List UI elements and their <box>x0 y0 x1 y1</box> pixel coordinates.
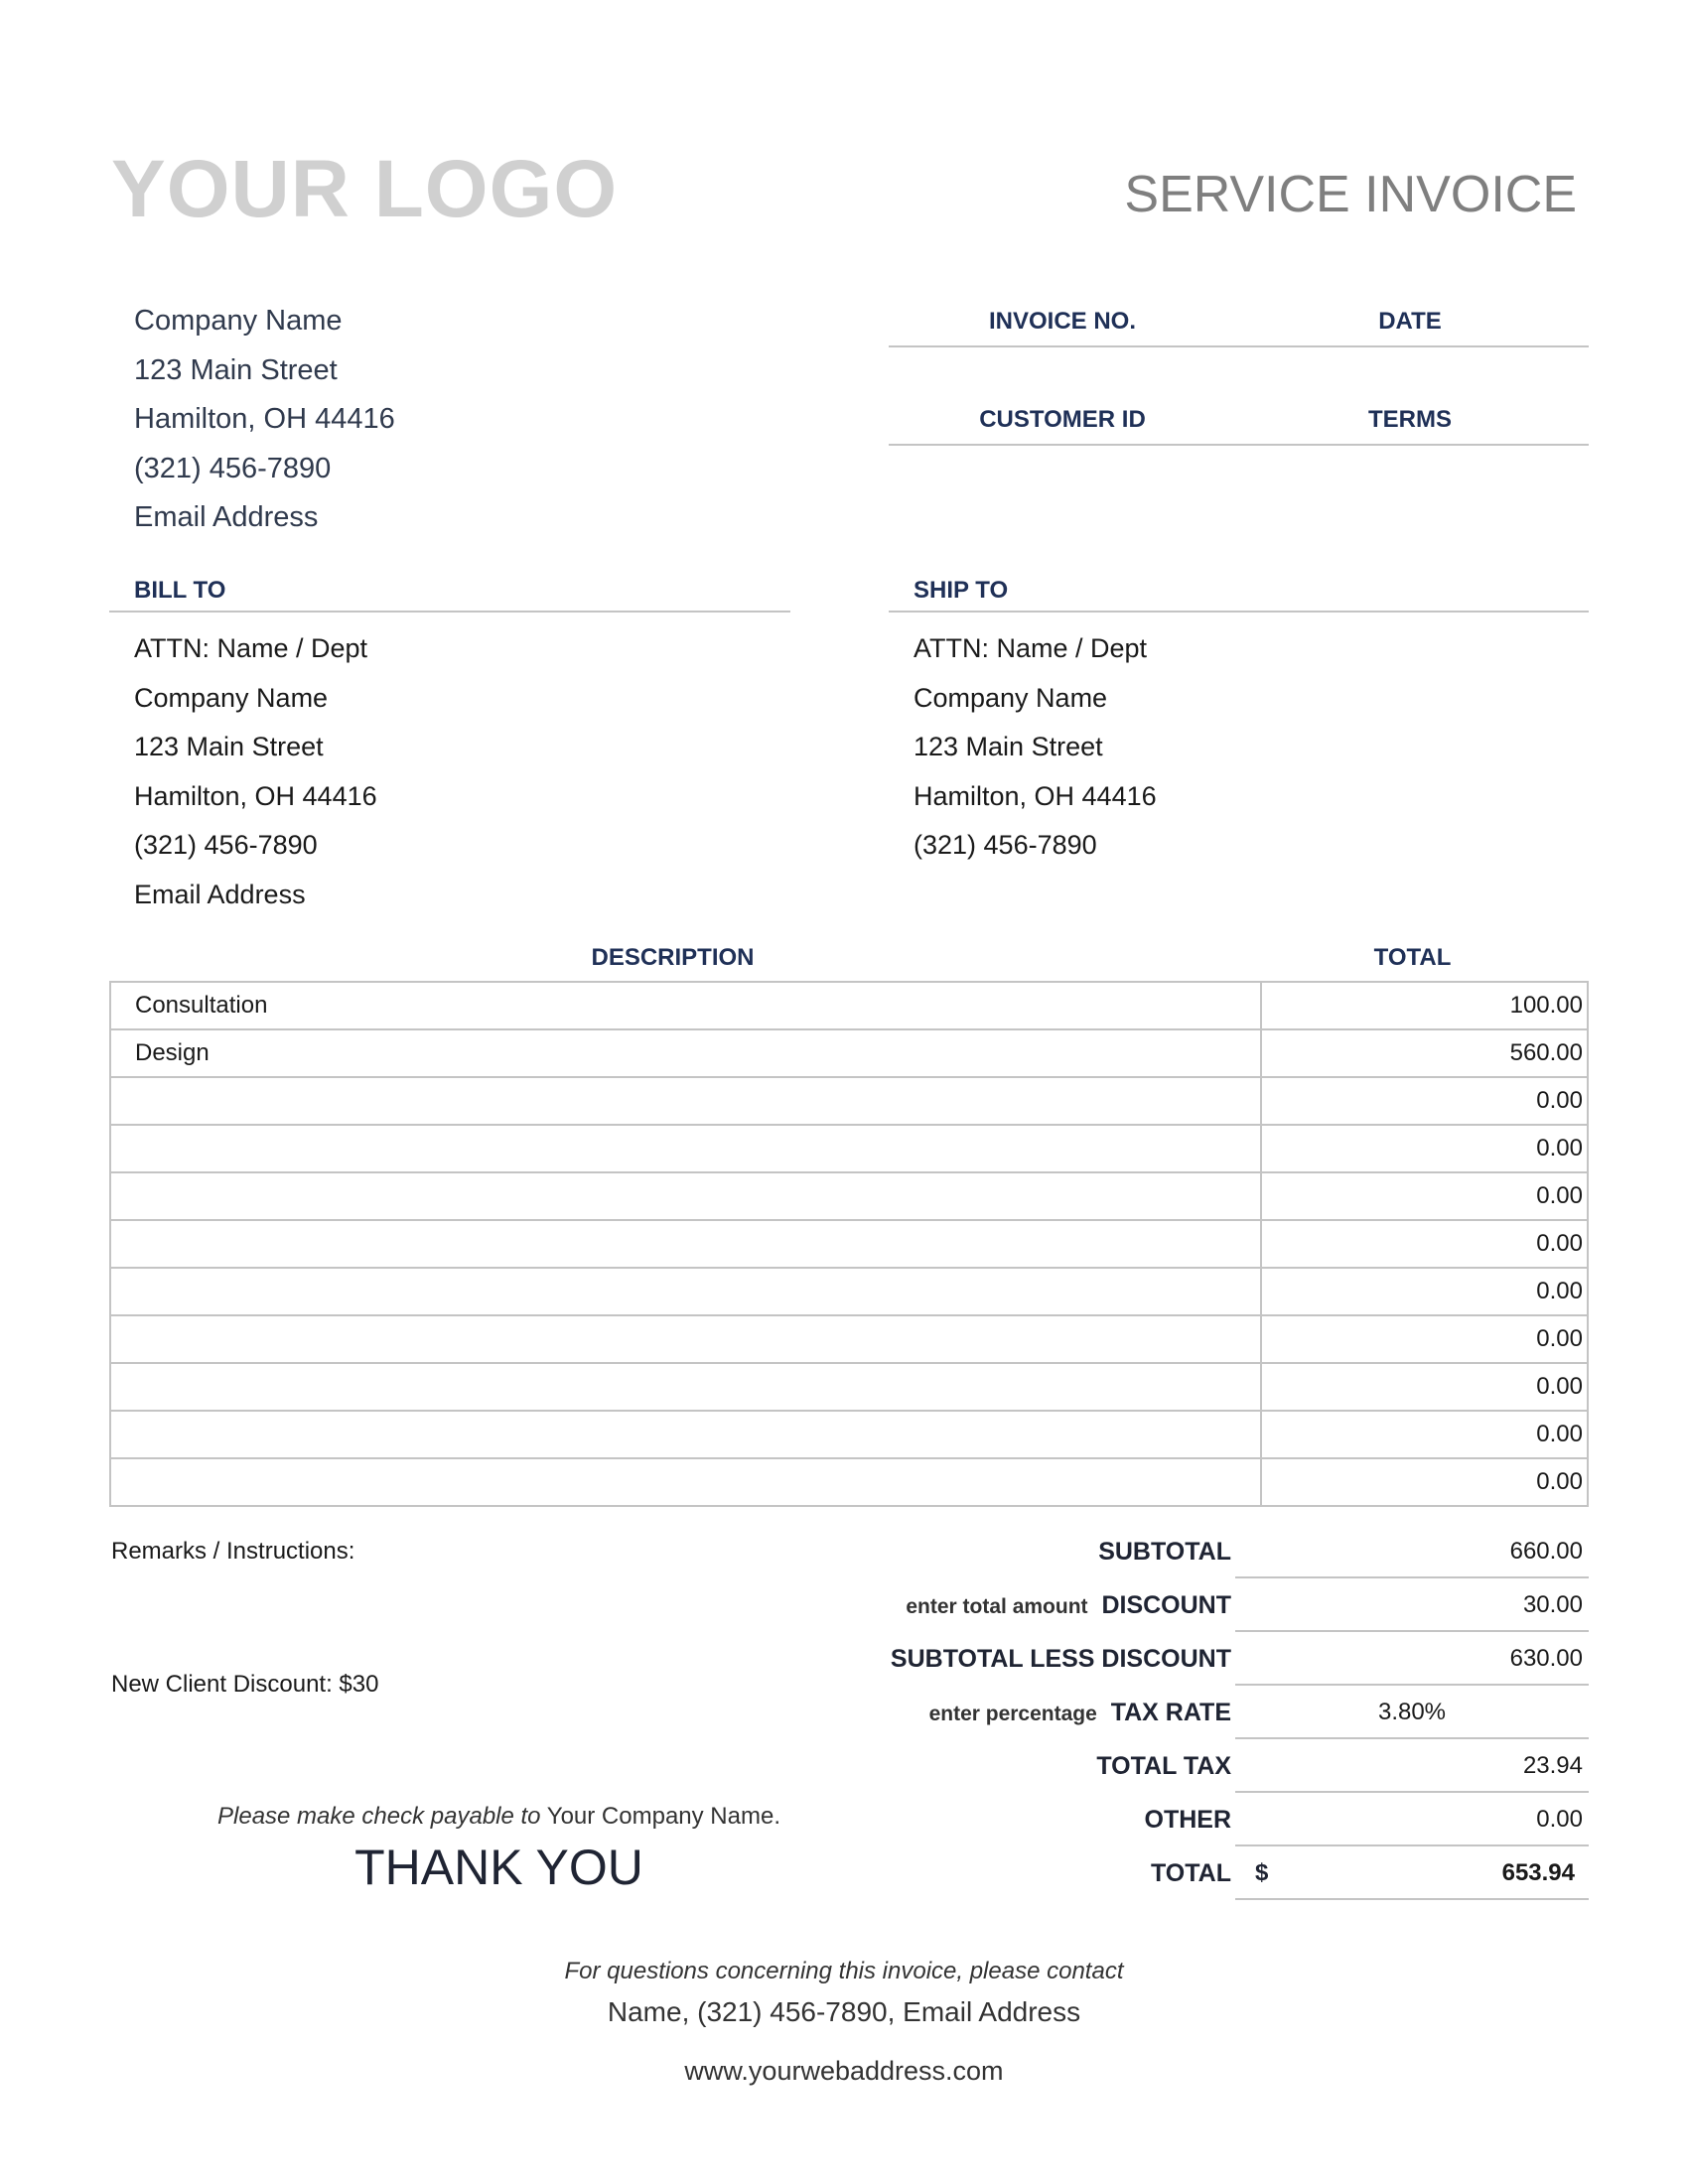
meta-divider <box>889 345 1589 347</box>
item-description[interactable] <box>110 1172 1261 1220</box>
tax-rate-value[interactable]: 3.80% <box>1377 1699 1447 1725</box>
item-description[interactable] <box>110 1268 1261 1315</box>
grand-total-label: TOTAL <box>1150 1859 1231 1887</box>
item-total[interactable]: 0.00 <box>1261 1268 1588 1315</box>
summary-divider <box>1235 1684 1589 1686</box>
table-row <box>110 1172 1588 1220</box>
summary-divider <box>1235 1576 1589 1578</box>
ship-to-divider <box>889 611 1589 613</box>
table-row <box>110 1315 1588 1363</box>
item-total[interactable]: 0.00 <box>1261 1077 1588 1125</box>
table-row <box>110 1458 1588 1506</box>
ship-to-phone: (321) 456-7890 <box>914 830 1097 860</box>
item-description[interactable]: Design <box>110 1029 1261 1077</box>
payable-italic: Please make check payable to <box>217 1803 541 1830</box>
table-row <box>110 982 1588 1029</box>
company-street: 123 Main Street <box>134 354 338 386</box>
item-description[interactable]: Consultation <box>110 982 1261 1029</box>
item-description[interactable] <box>110 1077 1261 1125</box>
table-row <box>110 1220 1588 1268</box>
bill-to-city: Hamilton, OH 44416 <box>134 781 377 811</box>
bill-to-divider <box>109 611 790 613</box>
company-logo: YOUR LOGO <box>111 144 619 234</box>
item-total[interactable]: 0.00 <box>1261 1220 1588 1268</box>
date-label: DATE <box>1378 308 1442 335</box>
thank-you: THANK YOU <box>354 1840 643 1895</box>
table-row <box>110 1029 1588 1077</box>
item-description[interactable] <box>110 1125 1261 1172</box>
footer-website[interactable]: www.yourwebaddress.com <box>684 2056 1004 2086</box>
description-header: DESCRIPTION <box>591 944 755 971</box>
item-description[interactable] <box>110 1458 1261 1506</box>
summary-divider <box>1235 1737 1589 1739</box>
table-row <box>110 1125 1588 1172</box>
payable-note <box>0 1805 998 1829</box>
item-total[interactable]: 0.00 <box>1261 1172 1588 1220</box>
summary-divider <box>1235 1844 1589 1846</box>
other-value[interactable]: 0.00 <box>1536 1806 1583 1833</box>
ship-to-company: Company Name <box>914 683 1108 713</box>
customer-id-label: CUSTOMER ID <box>979 406 1146 433</box>
footer-contact: Name, (321) 456-7890, Email Address <box>607 1996 1081 2027</box>
item-total[interactable]: 0.00 <box>1261 1125 1588 1172</box>
subtotal-less-discount-value: 630.00 <box>1509 1645 1583 1672</box>
ship-to-attn: ATTN: Name / Dept <box>914 633 1148 663</box>
ship-to-label: SHIP TO <box>914 577 1009 604</box>
discount-value[interactable]: 30.00 <box>1522 1591 1583 1618</box>
ship-to-street: 123 Main Street <box>914 732 1103 761</box>
item-total[interactable]: 0.00 <box>1261 1411 1588 1458</box>
other-label: OTHER <box>1144 1806 1231 1834</box>
subtotal-value: 660.00 <box>1509 1538 1583 1565</box>
item-total[interactable]: 560.00 <box>1261 1029 1588 1077</box>
total-tax-value: 23.94 <box>1522 1752 1583 1779</box>
terms-label: TERMS <box>1368 406 1452 433</box>
table-row <box>110 1268 1588 1315</box>
currency-symbol: $ <box>1255 1859 1269 1886</box>
company-email: Email Address <box>134 501 319 533</box>
payable-company: Your Company Name. <box>540 1803 780 1830</box>
invoice-title: SERVICE INVOICE <box>1124 166 1577 223</box>
summary-divider <box>1235 1898 1589 1900</box>
item-description[interactable] <box>110 1411 1261 1458</box>
total-tax-label: TOTAL TAX <box>1096 1752 1231 1780</box>
company-city: Hamilton, OH 44416 <box>134 403 395 435</box>
subtotal-label: SUBTOTAL <box>1098 1538 1231 1566</box>
invoice-no-label: INVOICE NO. <box>988 308 1137 335</box>
table-row <box>110 1077 1588 1125</box>
item-total[interactable]: 0.00 <box>1261 1315 1588 1363</box>
line-items-table <box>109 981 1589 1507</box>
meta-divider <box>889 444 1589 446</box>
ship-to-city: Hamilton, OH 44416 <box>914 781 1157 811</box>
item-total[interactable]: 0.00 <box>1261 1363 1588 1411</box>
company-name: Company Name <box>134 305 343 337</box>
discount-label: DISCOUNT <box>1101 1591 1231 1619</box>
tax-rate-label: TAX RATE <box>1110 1699 1231 1726</box>
bill-to-email: Email Address <box>134 880 306 909</box>
bill-to-street: 123 Main Street <box>134 732 324 761</box>
tax-rate-hint: enter percentage <box>928 1703 1097 1725</box>
table-row <box>110 1411 1588 1458</box>
item-description[interactable] <box>110 1363 1261 1411</box>
item-total[interactable]: 100.00 <box>1261 982 1588 1029</box>
item-description[interactable] <box>110 1220 1261 1268</box>
company-phone: (321) 456-7890 <box>134 453 332 484</box>
discount-hint: enter total amount <box>906 1595 1088 1618</box>
total-header: TOTAL <box>1373 944 1452 971</box>
bill-to-attn: ATTN: Name / Dept <box>134 633 368 663</box>
item-total[interactable]: 0.00 <box>1261 1458 1588 1506</box>
remarks-note[interactable]: New Client Discount: $30 <box>111 1671 379 1698</box>
remarks-label: Remarks / Instructions: <box>111 1538 355 1565</box>
bill-to-company: Company Name <box>134 683 329 713</box>
item-description[interactable] <box>110 1315 1261 1363</box>
summary-divider <box>1235 1630 1589 1632</box>
subtotal-less-discount-label: SUBTOTAL LESS DISCOUNT <box>890 1645 1231 1673</box>
bill-to-phone: (321) 456-7890 <box>134 830 318 860</box>
bill-to-label: BILL TO <box>134 577 226 604</box>
footer-questions: For questions concerning this invoice, please contact <box>564 1958 1124 1984</box>
summary-divider <box>1235 1791 1589 1793</box>
grand-total-value: 653.94 <box>1501 1859 1575 1886</box>
table-row <box>110 1363 1588 1411</box>
